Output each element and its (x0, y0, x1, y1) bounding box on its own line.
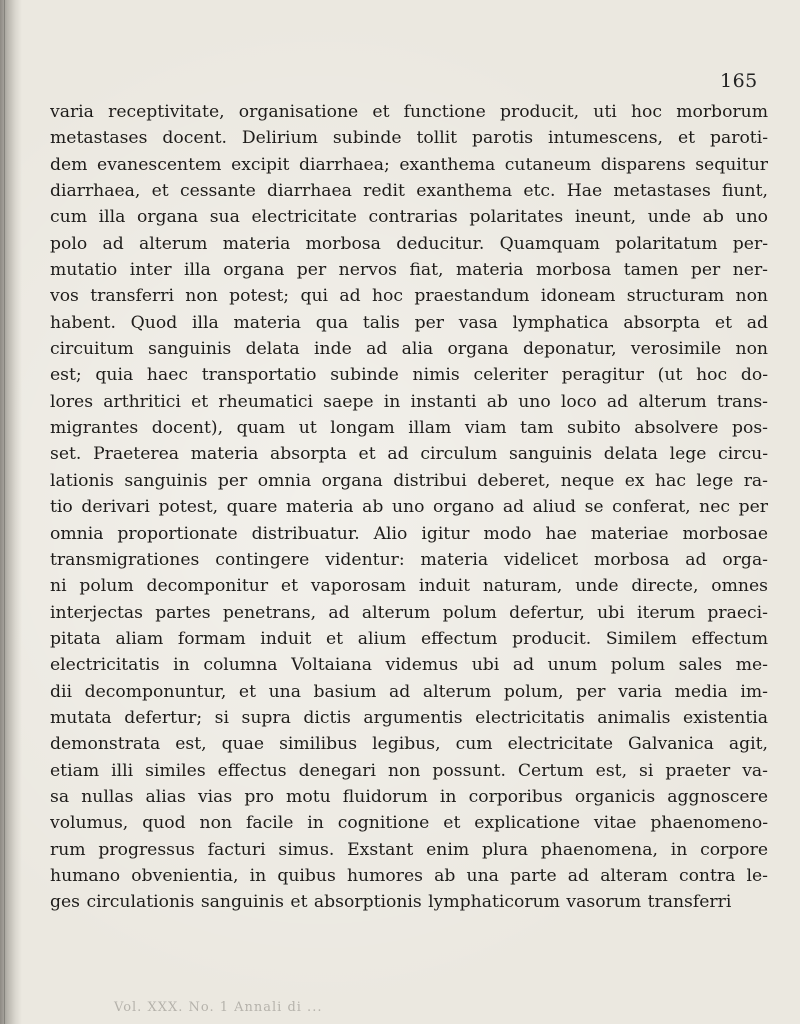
gutter-edge-line (4, 0, 5, 1024)
page-number: 165 (720, 70, 758, 92)
text-line: lores arthritici et rheumatici saepe in instanti ab uno loco ad alterum trans- (50, 391, 768, 412)
text-line: transmigrationes contingere videntur: materia videlicet morbosa ad orga- (50, 549, 768, 570)
text-line: circuitum sanguinis delata inde ad alia organa deponatur, verosimile non (50, 339, 768, 360)
text-line: dem evanescentem excipit diarrhaea; exanthema cutaneum disparens sequitur (50, 154, 768, 175)
text-line: migrantes docent), quam ut longam illam viam tam subito absolvere pos- (50, 418, 768, 439)
text-line: pitata aliam formam induit et alium effectum producit. Similem effectum (50, 628, 768, 649)
text-line: mutatio inter illa organa per nervos fiat, materia morbosa tamen per ner- (50, 260, 768, 281)
body-text (50, 99, 768, 916)
text-line: polo ad alterum materia morbosa deducitur. Quamquam polaritatum per- (50, 233, 768, 254)
text-line: demonstrata est, quae similibus legibus, cum electricitate Galvanica agit, (50, 734, 768, 755)
text-line: omnia proportionate distribuatur. Alio igitur modo hae materiae morbosae (50, 523, 768, 544)
text-line: electricitatis in columna Voltaiana videmus ubi ad unum polum sales me- (50, 655, 768, 676)
text-line: volumus, quod non facile in cognitione et explicatione vitae phaenomeno- (50, 813, 768, 834)
text-line: etiam illi similes effectus denegari non possunt. Certum est, si praeter va- (50, 760, 768, 781)
text-line: dii decomponuntur, et una basium ad alterum polum, per varia media im- (50, 681, 768, 702)
text-line: varia receptivitate, organisatione et functione producit, uti hoc morborum (50, 102, 768, 122)
text-line: humano obvenientia, in quibus humores ab una parte ad alteram contra le- (50, 865, 768, 886)
text-line: diarrhaea, et cessante diarrhaea redit exanthema etc. Hae metastases fiunt, (50, 181, 768, 202)
text-line: sa nullas alias vias pro motu fluidorum in corporibus organicis aggnoscere (50, 786, 768, 807)
text-line: est; quia haec transportatio subinde nimis celeriter peragitur (ut hoc do- (50, 365, 768, 386)
text-line: interjectas partes penetrans, ad alterum polum defertur, ubi iterum praeci- (50, 602, 768, 623)
text-line: cum illa organa sua electricitate contrarias polaritates ineunt, unde ab uno (50, 207, 768, 228)
text-line: ni polum decomponitur et vaporosam induit naturam, unde directe, omnes (50, 576, 768, 597)
text-line: ges circulationis sanguinis et absorptionis lymphaticorum vasorum transferri (50, 892, 732, 913)
binding-gutter (0, 0, 22, 1024)
footer-signature: Vol. XXX. No. 1 Annali di ... (114, 1000, 323, 1015)
text-line: vos transferri non potest; qui ad hoc praestandum idoneam structuram non (50, 286, 768, 307)
text-line: set. Praeterea materia absorpta et ad circulum sanguinis delata lege circu- (50, 444, 768, 465)
text-line: habent. Quod illa materia qua talis per vasa lymphatica absorpta et ad (50, 312, 768, 333)
text-line: metastases docent. Delirium subinde tollit parotis intumescens, et paroti- (50, 128, 768, 149)
text-line: mutata defertur; si supra dictis argumentis electricitatis animalis existentia (50, 707, 768, 728)
text-line: tio derivari potest, quare materia ab uno organo ad aliud se conferat, nec per (50, 497, 768, 518)
text-line: rum progressus facturi simus. Exstant enim plura phaenomena, in corpore (50, 839, 768, 860)
text-line: lationis sanguinis per omnia organa distribui deberet, neque ex hac lege ra- (50, 470, 768, 491)
